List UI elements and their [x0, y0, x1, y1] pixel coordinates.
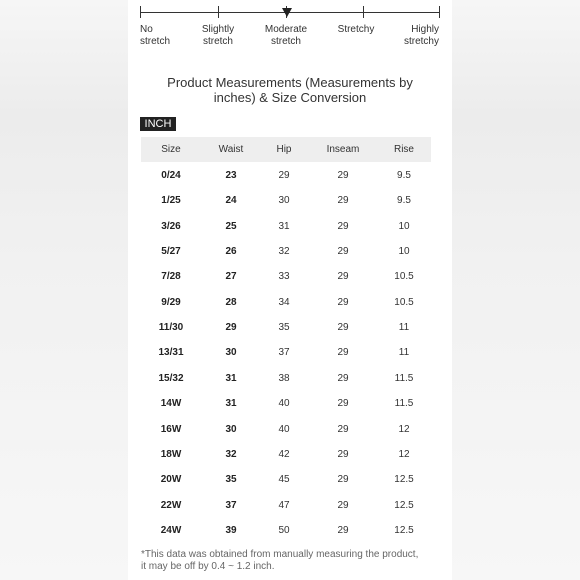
cell-size: 1/25: [161, 195, 181, 207]
stretch-tick: [363, 6, 364, 18]
table-row: [141, 467, 431, 492]
cell-size: 16W: [160, 423, 182, 435]
cell-hip: 45: [278, 474, 290, 486]
cell-size: 18W: [160, 448, 182, 460]
cell-hip: 42: [278, 448, 290, 460]
cell-inseam: 29: [337, 322, 349, 334]
cell-rise: 12: [398, 423, 410, 435]
stretch-label-moderate: Moderate stretch: [264, 24, 308, 47]
cell-waist: 31: [225, 398, 237, 410]
cell-inseam: 29: [337, 347, 349, 359]
cell-hip: 31: [278, 220, 290, 232]
cell-inseam: 29: [337, 499, 349, 511]
cell-inseam: 29: [337, 372, 349, 384]
cell-rise: 9.5: [397, 195, 411, 207]
cell-size: 22W: [160, 499, 182, 511]
column-header-inseam: Inseam: [326, 144, 360, 155]
table-row: [141, 417, 431, 442]
cell-rise: 11: [398, 322, 410, 334]
cell-rise: 12.5: [394, 524, 414, 536]
cell-rise: 11.5: [394, 372, 414, 384]
column-header-rise: Rise: [393, 144, 414, 155]
cell-hip: 40: [278, 398, 290, 410]
cell-hip: 50: [278, 524, 290, 536]
cell-hip: 38: [278, 372, 290, 384]
cell-hip: 40: [278, 423, 290, 435]
stretch-label-slightly: Slightly stretch: [201, 24, 235, 47]
table-row: [141, 391, 431, 416]
cell-waist: 32: [225, 448, 237, 460]
cell-size: 0/24: [161, 170, 181, 181]
cell-waist: 25: [225, 220, 237, 232]
cell-hip: 37: [278, 347, 290, 359]
cell-size: 5/27: [161, 246, 181, 258]
cell-inseam: 29: [337, 524, 349, 536]
table-row: [141, 493, 431, 518]
cell-hip: 30: [278, 195, 290, 207]
cell-hip: 35: [278, 322, 290, 334]
cell-hip: 29: [278, 170, 290, 181]
cell-size: 7/28: [161, 271, 181, 283]
cell-rise: 9.5: [397, 170, 411, 181]
cell-inseam: 29: [337, 220, 349, 232]
cell-size: 3/26: [161, 220, 181, 232]
cell-rise: 10.5: [394, 271, 414, 283]
cell-hip: 32: [278, 246, 290, 258]
cell-size: 14W: [160, 398, 182, 410]
table-row: [141, 264, 431, 289]
unit-badge: INCH: [140, 117, 176, 131]
stretch-scale: [128, 0, 452, 58]
cell-waist: 27: [225, 271, 237, 283]
cell-waist: 28: [225, 296, 237, 308]
cell-rise: 11.5: [394, 398, 414, 410]
cell-inseam: 29: [337, 296, 349, 308]
column-header-hip: Hip: [276, 144, 292, 155]
cell-rise: 11: [398, 347, 410, 359]
table-row: [141, 239, 431, 264]
cell-inseam: 29: [337, 195, 349, 207]
table-row: [141, 315, 431, 340]
column-header-size: Size: [161, 144, 181, 155]
cell-inseam: 29: [337, 271, 349, 283]
cell-waist: 26: [225, 246, 237, 258]
cell-hip: 33: [278, 271, 290, 283]
table-row: [141, 290, 431, 315]
cell-size: 20W: [160, 474, 182, 486]
cell-rise: 12: [398, 448, 410, 460]
cell-size: 11/30: [158, 322, 184, 334]
cell-hip: 34: [278, 296, 290, 308]
background-left: [0, 0, 128, 580]
cell-waist: 30: [225, 347, 237, 359]
table-row: [141, 188, 431, 213]
cell-waist: 39: [225, 524, 237, 536]
background-right: [452, 0, 580, 580]
cell-rise: 10: [398, 246, 410, 258]
stretch-tick: [439, 6, 440, 18]
cell-rise: 10: [398, 220, 410, 232]
table-row: [141, 214, 431, 239]
stretch-label-stretchy: Stretchy: [337, 24, 375, 35]
cell-waist: 37: [225, 499, 237, 511]
cell-inseam: 29: [337, 423, 349, 435]
stretch-tick: [218, 6, 219, 18]
cell-size: 9/29: [161, 296, 181, 308]
cell-waist: 31: [225, 372, 237, 384]
footnote: *This data was obtained from manually measuring the product, it may be off by 0.4 ~ 1.2 inch.: [141, 549, 419, 572]
cell-rise: 10.5: [394, 296, 414, 308]
table-header: [141, 137, 431, 162]
cell-inseam: 29: [337, 448, 349, 460]
column-header-waist: Waist: [218, 144, 244, 155]
table-row: [141, 518, 431, 543]
cell-rise: 12.5: [394, 499, 414, 511]
cell-size: 13/31: [158, 347, 184, 359]
cell-inseam: 29: [337, 398, 349, 410]
cell-inseam: 29: [337, 246, 349, 258]
table-row: [141, 366, 431, 391]
table-row: [141, 340, 431, 365]
cell-waist: 23: [225, 170, 237, 181]
cell-waist: 24: [225, 195, 237, 207]
cell-waist: 29: [225, 322, 237, 334]
table-row: [141, 442, 431, 467]
cell-waist: 30: [225, 423, 237, 435]
stretch-label-none: No stretch: [140, 24, 171, 47]
page-title: Product Measurements (Measurements by inches) & Size Conversion: [167, 75, 413, 105]
cell-rise: 12.5: [394, 474, 414, 486]
cell-waist: 35: [225, 474, 237, 486]
cell-inseam: 29: [337, 170, 349, 181]
stretch-label-highly: Highly stretchy: [403, 24, 439, 47]
cell-hip: 47: [278, 499, 290, 511]
cell-size: 24W: [160, 524, 182, 536]
stretch-tick: [140, 6, 141, 18]
stretch-marker-icon: [282, 8, 292, 17]
cell-inseam: 29: [337, 474, 349, 486]
table-row: [141, 163, 431, 188]
cell-size: 15/32: [158, 372, 184, 384]
